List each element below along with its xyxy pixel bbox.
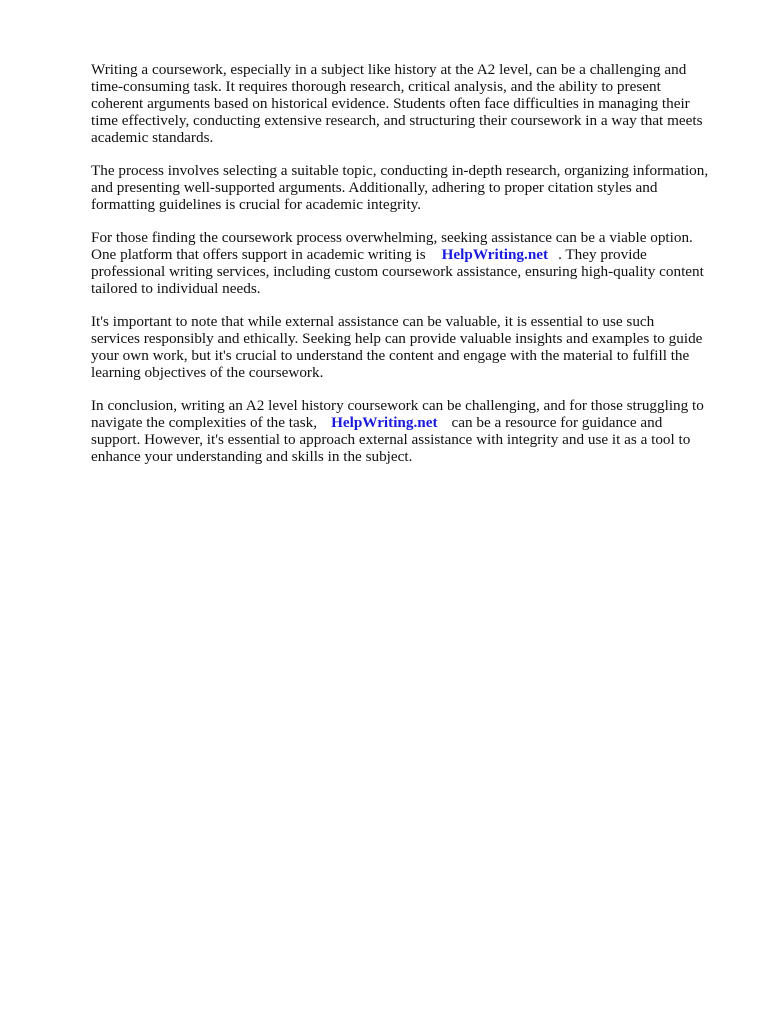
- text-segment: navigate the complexities of the task,: [91, 414, 318, 431]
- text-line: your own work, but it's crucial to understand the content and engage with the material to fulfill the: [91, 347, 690, 364]
- text-line: For those finding the coursework process overwhelming, seeking assistance can be a viable option.: [91, 229, 693, 246]
- text-line-with-link: [91, 246, 731, 263]
- text-line: support. However, it's essential to approach external assistance with integrity and use it as a tool to: [91, 431, 691, 448]
- helpwriting-link[interactable]: HelpWriting.net: [441, 246, 549, 263]
- paragraph-assistance: [91, 229, 731, 297]
- text-line: professional writing services, including custom coursework assistance, ensuring high-quality content: [91, 263, 704, 280]
- text-line: enhance your understanding and skills in the subject.: [91, 448, 413, 465]
- text-line: In conclusion, writing an A2 level history coursework can be challenging, and for those struggling to: [91, 397, 704, 414]
- text-line: It's important to note that while external assistance can be valuable, it is essential to use such: [91, 313, 655, 330]
- text-segment: can be a resource for guidance and: [451, 414, 663, 431]
- text-line: formatting guidelines is crucial for academic integrity.: [91, 196, 422, 213]
- paragraph-conclusion: [91, 397, 731, 465]
- text-segment: One platform that offers support in academic writing is: [91, 246, 426, 263]
- text-line: Writing a coursework, especially in a subject like history at the A2 level, can be a challenging and: [91, 61, 687, 78]
- text-line: The process involves selecting a suitable topic, conducting in-depth research, organizing information,: [91, 162, 709, 179]
- text-line-with-link: [91, 414, 731, 431]
- text-line: and presenting well-supported arguments. Additionally, adhering to proper citation styles and: [91, 179, 658, 196]
- helpwriting-link[interactable]: HelpWriting.net: [331, 414, 438, 431]
- text-line: academic standards.: [91, 129, 214, 146]
- paragraph-process: [91, 162, 731, 213]
- text-line: tailored to individual needs.: [91, 280, 261, 297]
- text-line: time effectively, conducting extensive research, and structuring their coursework in a way that meets: [91, 112, 703, 129]
- text-line: coherent arguments based on historical evidence. Students often face difficulties in managing their: [91, 95, 690, 112]
- paragraph-intro: [91, 61, 731, 146]
- text-line: learning objectives of the coursework.: [91, 364, 324, 381]
- paragraph-responsibility: [91, 313, 731, 381]
- document-body: [91, 61, 731, 481]
- text-line: services responsibly and ethically. Seeking help can provide valuable insights and examples to guide: [91, 330, 703, 347]
- text-segment: . They provide: [558, 246, 647, 263]
- text-line: time-consuming task. It requires thorough research, critical analysis, and the ability to present: [91, 78, 661, 95]
